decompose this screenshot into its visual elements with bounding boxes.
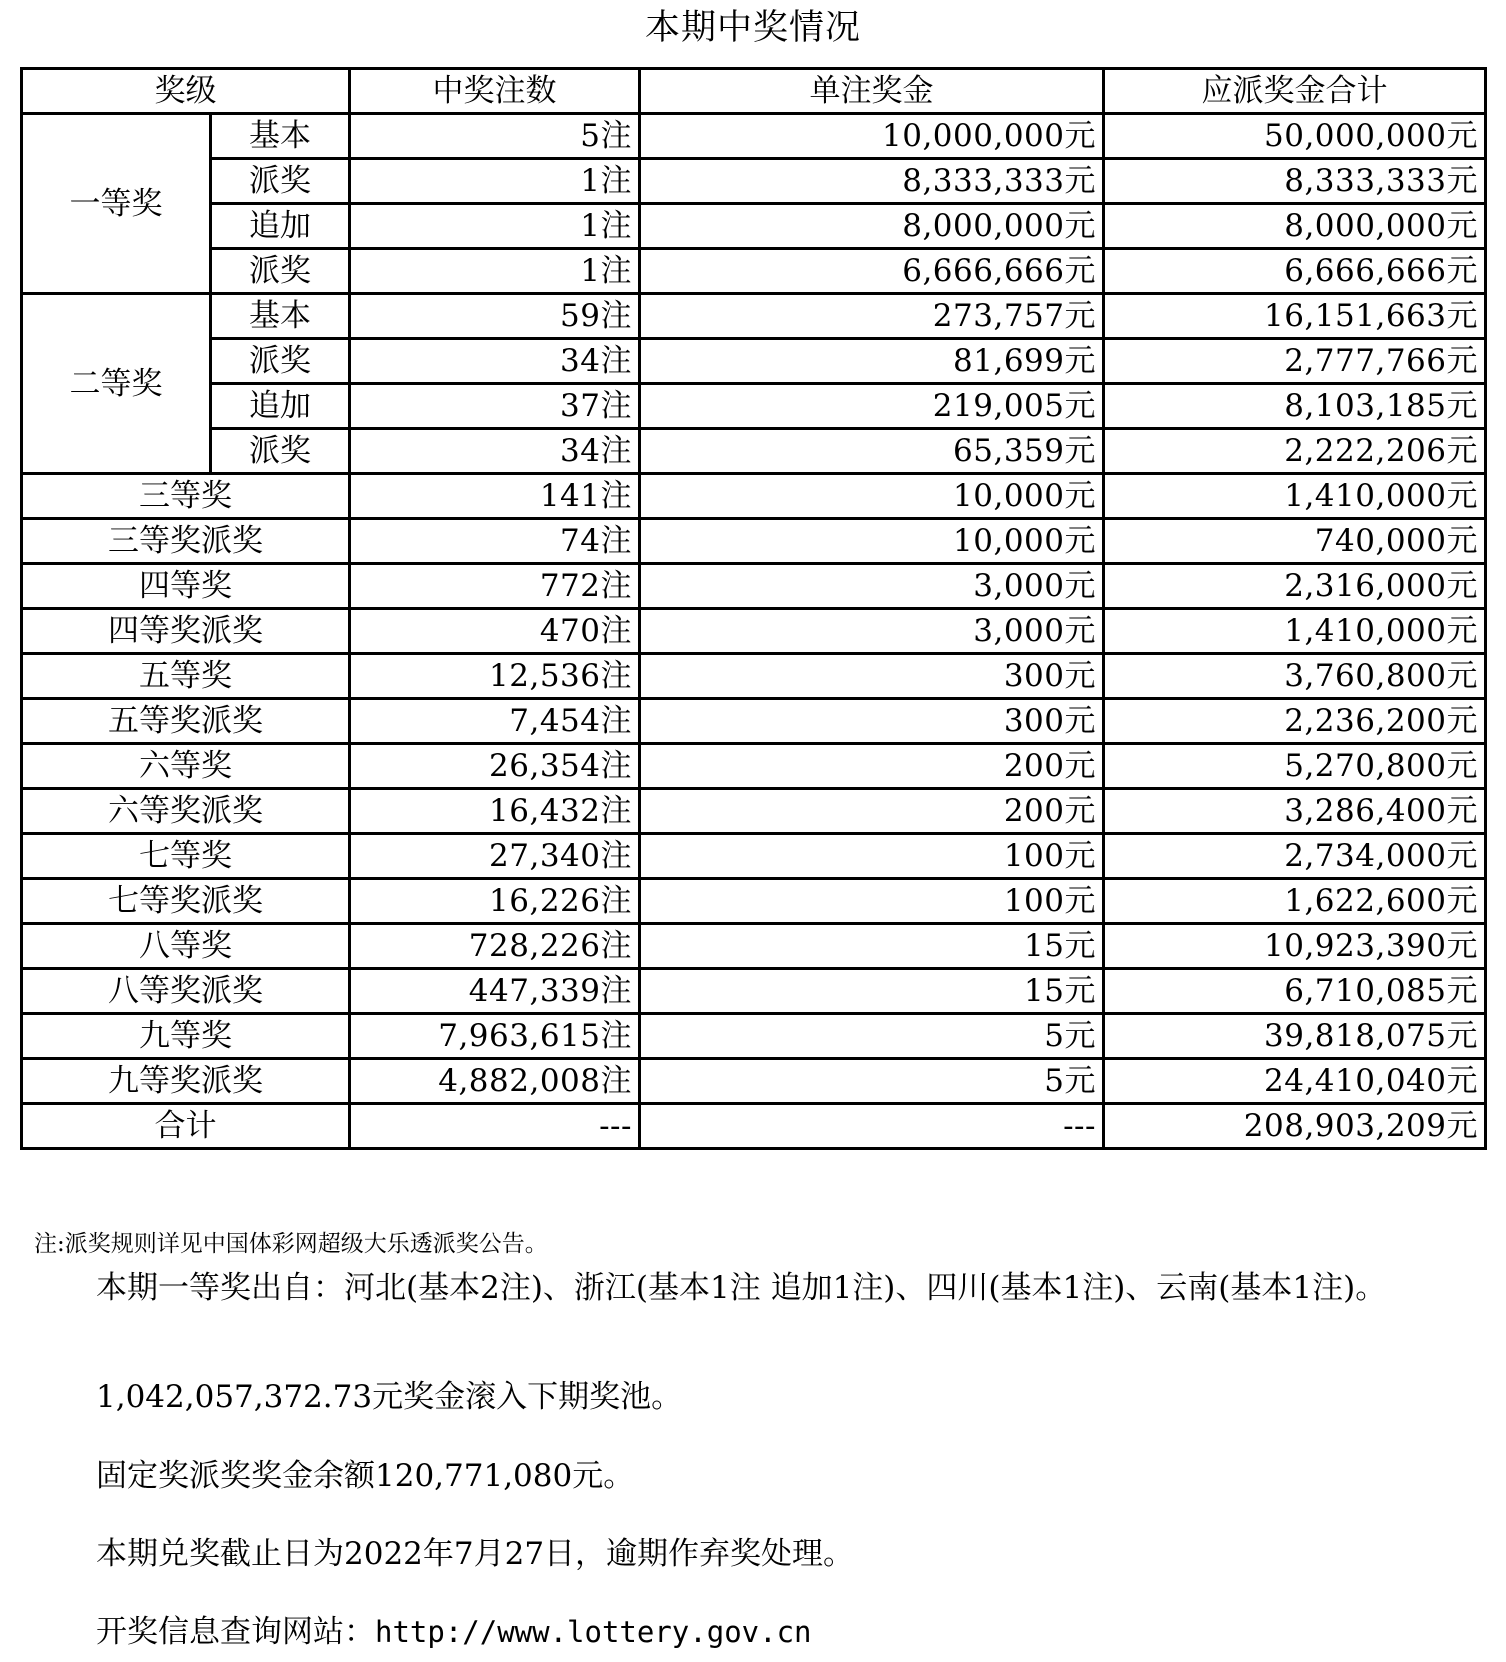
total-prize: 1,410,000元	[1104, 609, 1486, 654]
table-row	[22, 339, 1486, 384]
unit-prize: 100元	[640, 834, 1104, 879]
total-unit-prize: ---	[640, 1104, 1104, 1149]
prize-level-label: 四等奖	[22, 564, 350, 609]
unit-prize: 6,666,666元	[640, 249, 1104, 294]
prize-level-label: 七等奖	[22, 834, 350, 879]
unit-prize: 15元	[640, 924, 1104, 969]
table-row	[22, 1059, 1486, 1104]
unit-prize: 300元	[640, 654, 1104, 699]
table-row	[22, 879, 1486, 924]
total-prize: 8,000,000元	[1104, 204, 1486, 249]
website-link[interactable]: http://www.lottery.gov.cn	[375, 1615, 812, 1649]
header-total-prize: 应派奖金合计	[1104, 69, 1486, 114]
total-prize: 3,286,400元	[1104, 789, 1486, 834]
page-title: 本期中奖情况	[644, 8, 861, 48]
win-count: 12,536注	[350, 654, 640, 699]
sub-label: 追加	[211, 384, 350, 429]
header-prize-level: 奖级	[22, 69, 350, 114]
group-label-second-prize: 二等奖	[22, 294, 211, 474]
prize-level-label: 八等奖派奖	[22, 969, 350, 1014]
total-prize: 6,666,666元	[1104, 249, 1486, 294]
win-count: 74注	[350, 519, 640, 564]
prize-level-label: 五等奖	[22, 654, 350, 699]
win-count: 772注	[350, 564, 640, 609]
unit-prize: 5元	[640, 1014, 1104, 1059]
unit-prize: 3,000元	[640, 609, 1104, 654]
unit-prize: 10,000元	[640, 474, 1104, 519]
unit-prize: 273,757元	[640, 294, 1104, 339]
win-count: 1注	[350, 159, 640, 204]
total-prize: 2,222,206元	[1104, 429, 1486, 474]
win-count: 1注	[350, 204, 640, 249]
win-count: 27,340注	[350, 834, 640, 879]
table-row	[22, 474, 1486, 519]
unit-prize: 65,359元	[640, 429, 1104, 474]
table-row	[22, 384, 1486, 429]
win-count: 7,454注	[350, 699, 640, 744]
total-prize: 740,000元	[1104, 519, 1486, 564]
win-count: 59注	[350, 294, 640, 339]
total-prize: 50,000,000元	[1104, 114, 1486, 159]
sub-label: 基本	[211, 114, 350, 159]
win-count: 447,339注	[350, 969, 640, 1014]
table-row	[22, 1014, 1486, 1059]
sub-label: 派奖	[211, 159, 350, 204]
fixed-prize-balance-text: 固定奖派奖奖金余额120,771,080元。	[96, 1458, 635, 1494]
total-win-count: ---	[350, 1104, 640, 1149]
prize-level-label: 九等奖派奖	[22, 1059, 350, 1104]
total-prize: 2,316,000元	[1104, 564, 1486, 609]
prize-level-label: 四等奖派奖	[22, 609, 350, 654]
total-prize: 3,760,800元	[1104, 654, 1486, 699]
win-count: 1注	[350, 249, 640, 294]
table-row	[22, 699, 1486, 744]
prize-level-label: 三等奖派奖	[22, 519, 350, 564]
win-count: 4,882,008注	[350, 1059, 640, 1104]
claim-deadline-text: 本期兑奖截止日为2022年7月27日，逾期作弃奖处理。	[96, 1536, 855, 1572]
win-count: 470注	[350, 609, 640, 654]
total-prize: 2,236,200元	[1104, 699, 1486, 744]
table-row	[22, 429, 1486, 474]
prize-level-label: 六等奖派奖	[22, 789, 350, 834]
table-header-row	[22, 69, 1486, 114]
prize-table	[20, 67, 1487, 1150]
total-prize: 16,151,663元	[1104, 294, 1486, 339]
total-prize: 10,923,390元	[1104, 924, 1486, 969]
unit-prize: 81,699元	[640, 339, 1104, 384]
table-row	[22, 744, 1486, 789]
win-count: 5注	[350, 114, 640, 159]
total-prize: 6,710,085元	[1104, 969, 1486, 1014]
prize-level-label: 六等奖	[22, 744, 350, 789]
table-row	[22, 969, 1486, 1014]
total-prize: 2,777,766元	[1104, 339, 1486, 384]
table-row	[22, 249, 1486, 294]
footnote: 注:派奖规则详见中国体彩网超级大乐透派奖公告。	[34, 1231, 548, 1257]
rollover-text: 1,042,057,372.73元奖金滚入下期奖池。	[96, 1379, 683, 1415]
unit-prize: 8,333,333元	[640, 159, 1104, 204]
prize-level-label: 八等奖	[22, 924, 350, 969]
table-row	[22, 924, 1486, 969]
prize-level-label: 五等奖派奖	[22, 699, 350, 744]
win-count: 7,963,615注	[350, 1014, 640, 1059]
website-label: 开奖信息查询网站：	[96, 1614, 375, 1650]
unit-prize: 5元	[640, 1059, 1104, 1104]
grand-total-prize: 208,903,209元	[1104, 1104, 1486, 1149]
win-count: 728,226注	[350, 924, 640, 969]
total-prize: 1,622,600元	[1104, 879, 1486, 924]
unit-prize: 100元	[640, 879, 1104, 924]
header-win-count: 中奖注数	[350, 69, 640, 114]
win-count: 16,432注	[350, 789, 640, 834]
prize-level-label: 七等奖派奖	[22, 879, 350, 924]
table-row	[22, 609, 1486, 654]
unit-prize: 10,000,000元	[640, 114, 1104, 159]
unit-prize: 300元	[640, 699, 1104, 744]
win-count: 16,226注	[350, 879, 640, 924]
website-line	[20, 1608, 1482, 1656]
win-count: 26,354注	[350, 744, 640, 789]
table-row	[22, 204, 1486, 249]
total-prize: 39,818,075元	[1104, 1014, 1486, 1059]
total-label: 合计	[22, 1104, 350, 1149]
unit-prize: 200元	[640, 744, 1104, 789]
unit-prize: 15元	[640, 969, 1104, 1014]
table-row	[22, 114, 1486, 159]
unit-prize: 219,005元	[640, 384, 1104, 429]
prize-level-label: 三等奖	[22, 474, 350, 519]
total-prize: 5,270,800元	[1104, 744, 1486, 789]
total-prize: 1,410,000元	[1104, 474, 1486, 519]
sub-label: 派奖	[211, 429, 350, 474]
total-prize: 2,734,000元	[1104, 834, 1486, 879]
total-prize: 8,103,185元	[1104, 384, 1486, 429]
sub-label: 追加	[211, 204, 350, 249]
total-prize: 8,333,333元	[1104, 159, 1486, 204]
total-row	[22, 1104, 1486, 1149]
sub-label: 派奖	[211, 249, 350, 294]
first-prize-origin-text: 本期一等奖出自：河北(基本2注)、浙江(基本1注 追加1注)、四川(基本1注)、云南(基本1注)。	[96, 1270, 1387, 1306]
win-count: 37注	[350, 384, 640, 429]
unit-prize: 8,000,000元	[640, 204, 1104, 249]
table-row	[22, 294, 1486, 339]
unit-prize: 3,000元	[640, 564, 1104, 609]
table-row	[22, 159, 1486, 204]
table-row	[22, 564, 1486, 609]
group-label-first-prize: 一等奖	[22, 114, 211, 294]
sub-label: 基本	[211, 294, 350, 339]
table-row	[22, 654, 1486, 699]
table-row	[22, 519, 1486, 564]
unit-prize: 10,000元	[640, 519, 1104, 564]
win-count: 34注	[350, 429, 640, 474]
sub-label: 派奖	[211, 339, 350, 384]
table-row	[22, 834, 1486, 879]
table-row	[22, 789, 1486, 834]
unit-prize: 200元	[640, 789, 1104, 834]
total-prize: 24,410,040元	[1104, 1059, 1486, 1104]
win-count: 141注	[350, 474, 640, 519]
header-unit-prize: 单注奖金	[640, 69, 1104, 114]
prize-level-label: 九等奖	[22, 1014, 350, 1059]
win-count: 34注	[350, 339, 640, 384]
